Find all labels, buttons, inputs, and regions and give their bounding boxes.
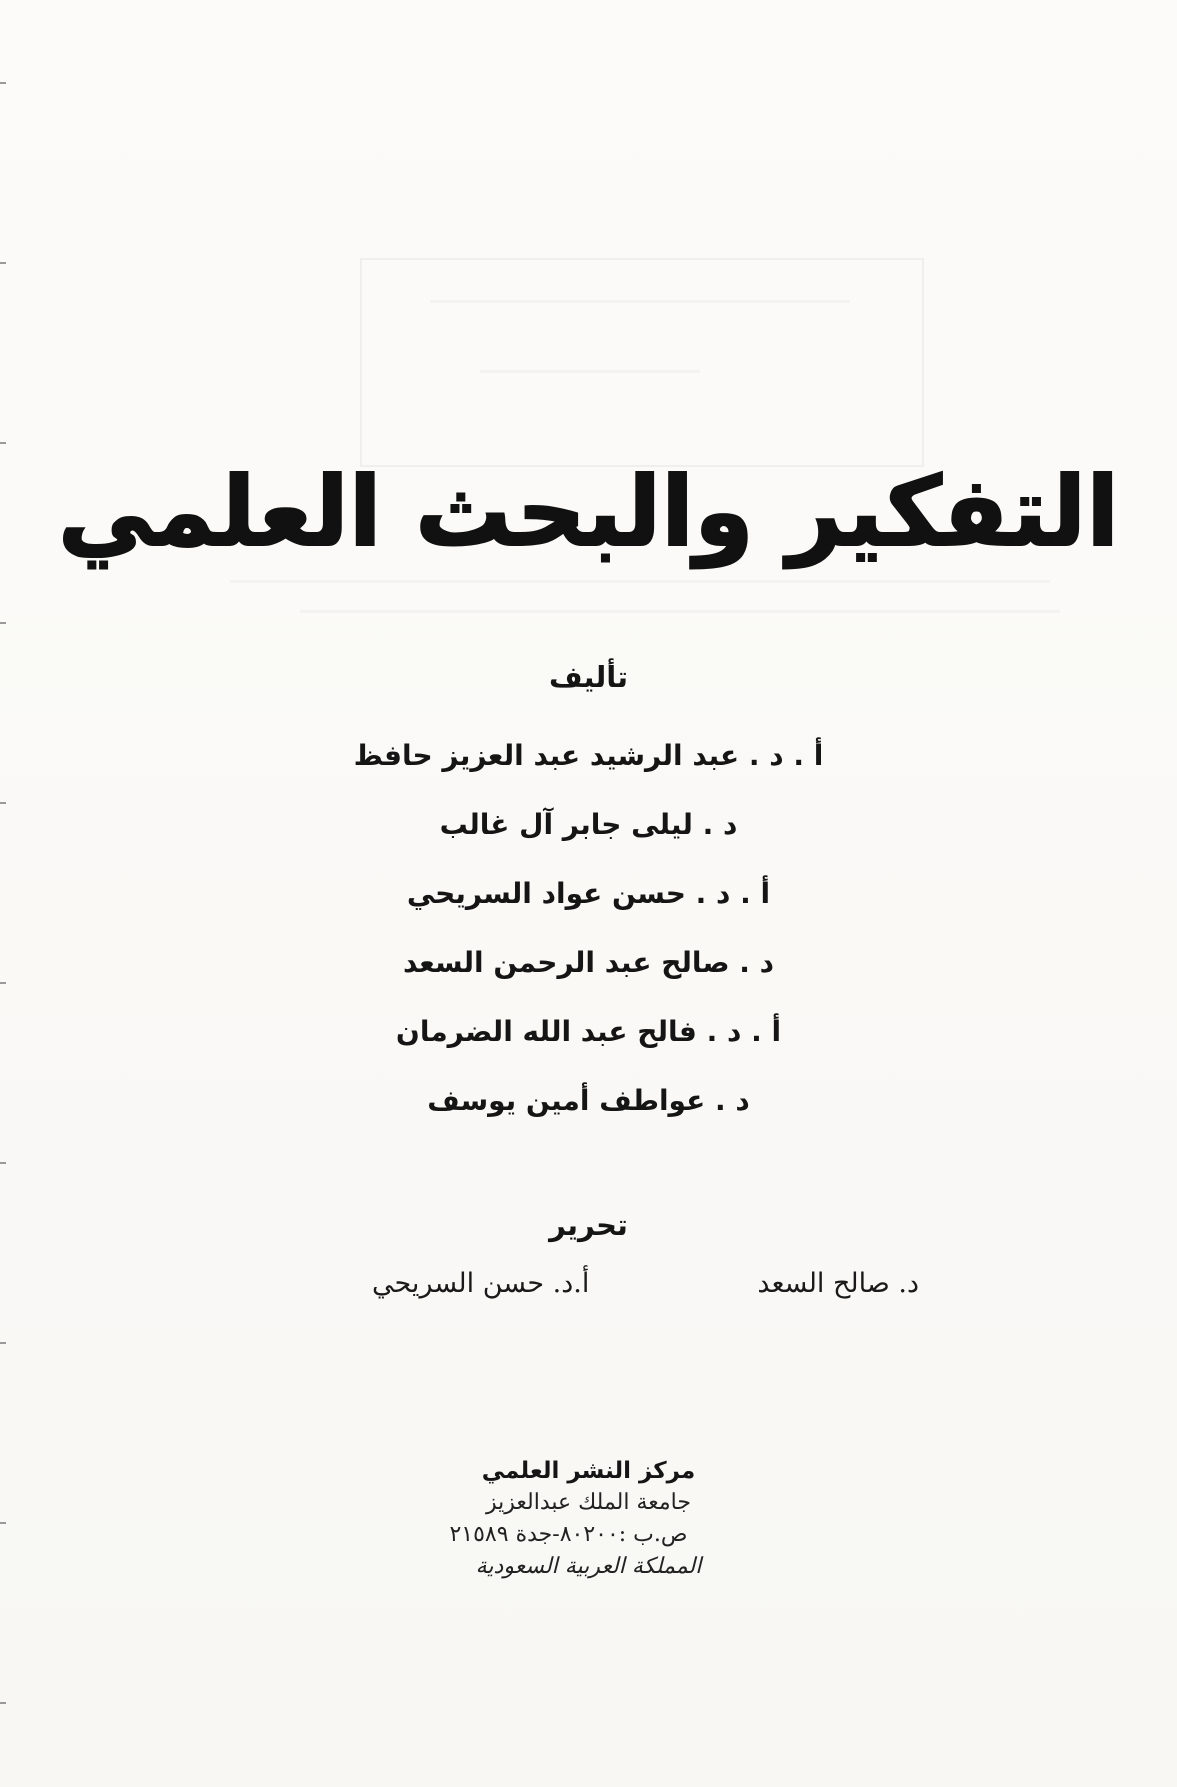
page-edge-mark: [0, 622, 6, 624]
page-edge-mark: [0, 442, 6, 444]
author-list: [0, 728, 1177, 1142]
author-name: أ . د . فالح عبد الله الضرمان: [395, 1015, 782, 1048]
publisher-block: [0, 1455, 1177, 1583]
editors-row: [0, 1268, 1177, 1318]
page-edge-mark: [0, 1342, 6, 1344]
editor-name: د. صالح السعد: [757, 1268, 919, 1299]
editing-label: تحرير: [549, 1208, 628, 1242]
page-edge-mark: [0, 82, 6, 84]
page-edge-mark: [0, 1702, 6, 1704]
publisher-university: جامعة الملك عبدالعزيز: [486, 1490, 691, 1515]
publisher-name: مركز النشر العلمي: [481, 1458, 696, 1484]
bleed-through-line: [480, 370, 700, 373]
bleed-through-line: [300, 610, 1060, 613]
author-name: أ . د . حسن عواد السريحي: [406, 877, 771, 910]
bleed-through-frame: [360, 258, 924, 467]
publisher-address: ص.ب :٨٠٢٠٠-جدة ٢١٥٨٩: [449, 1522, 688, 1547]
author-name: أ . د . عبد الرشيد عبد العزيز حافظ: [353, 739, 824, 772]
bleed-through-line: [230, 580, 1050, 583]
authorship-label: تأليف: [548, 660, 629, 694]
page-edge-mark: [0, 262, 6, 264]
page-edge-mark: [0, 802, 6, 804]
page-edge-mark: [0, 982, 6, 984]
bleed-through-line: [430, 300, 850, 303]
page-edge-mark: [0, 1522, 6, 1524]
editor-name: أ.د. حسن السريحي: [372, 1268, 590, 1299]
publisher-country: المملكة العربية السعودية: [475, 1554, 702, 1579]
author-name: د . ليلى جابر آل غالب: [439, 808, 738, 841]
book-title: التفكير والبحث العلمي: [57, 456, 1120, 568]
page-edge-mark: [0, 1162, 6, 1164]
author-name: د . عواطف أمين يوسف: [427, 1084, 750, 1117]
author-name: د . صالح عبد الرحمن السعد: [403, 946, 774, 979]
